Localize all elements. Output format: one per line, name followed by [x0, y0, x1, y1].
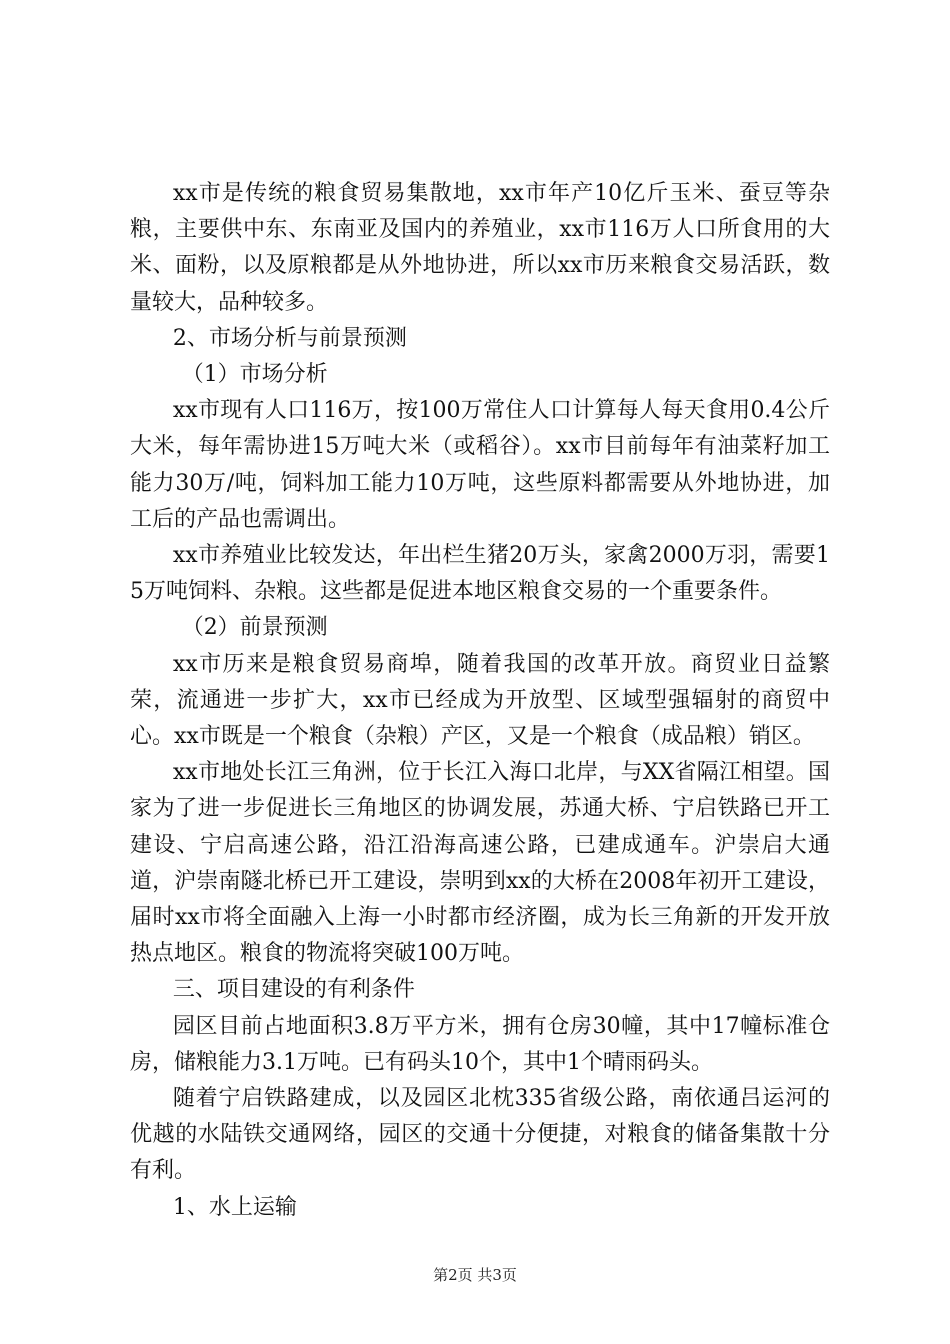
paragraph-trade-port: xx市历来是粮食贸易商埠，随着我国的改革开放。商贸业日益繁荣，流通进一步扩大，xx市已经成为开放型、区域型强辐射的商贸中心。xx市既是一个粮食（杂粮）产区，又是一个粮食（成品粮）销区。 — [130, 651, 830, 750]
document-body — [130, 176, 830, 1226]
page-number-footer: 第2页 共3页 — [433, 1266, 517, 1284]
paragraph-park-area: 园区目前占地面积3.8万平方米，拥有仓房30幢，其中17幢标准仓房，储粮能力3.1万吨。已有码头10个，其中1个晴雨码头。 — [130, 1013, 830, 1075]
paragraph-livestock: xx市养殖业比较发达，年出栏生猪20万头，家禽2000万羽，需要15万吨饲料、杂粮。这些都是促进本地区粮食交易的一个重要条件。 — [130, 543, 830, 605]
paragraph-transport-network: 随着宁启铁路建成，以及园区北枕335省级公路，南依通吕运河的优越的水陆铁交通网络，园区的交通十分便捷，对粮食的储备集散十分有利。 — [130, 1086, 830, 1184]
paragraph-grain-trade-hub: xx市是传统的粮食贸易集散地，xx市年产10亿斤玉米、蚕豆等杂粮，主要供中东、东南亚及国内的养殖业，xx市116万人口所食用的大米、面粉，以及原粮都是从外地协进，所以xx市历来粮食交易活跃，数量较大，品种较多。 — [130, 181, 830, 315]
paragraph-population-rice: xx市现有人口116万，按100万常住人口计算每人每天食用0.4公斤大米，每年需协进15万吨大米（或稻谷）。xx市目前每年有油菜籽加工能力30万/吨，饲料加工能力10万吨，这些原料都需要从外地协进，加工后的产品也需调出。 — [130, 398, 830, 532]
subheading-market-analysis: （1）市场分析 — [181, 362, 328, 388]
heading-favorable-conditions: 三、项目建设的有利条件 — [172, 977, 415, 1003]
heading-market-analysis-forecast: 2、市场分析与前景预测 — [172, 325, 407, 351]
paragraph-yangtze-delta: xx市地处长江三角洲，位于长江入海口北岸，与XX省隔江相望。国家为了进一步促进长三角地区的协调发展，苏通大桥、宁启铁路已开工建设、宁启高速公路，沿江沿海高速公路，已建成通车。沪崇启大通道，沪崇南隧北桥已开工建设，崇明到xx的大桥在2008年初开工建设，届时xx市将全面融入上海一小时都市经济圈，成为长三角新的开发开放热点地区。粮食的物流将突破100万吨。 — [130, 760, 830, 967]
heading-water-transport: 1、水上运输 — [172, 1194, 297, 1220]
subheading-forecast: （2）前景预测 — [181, 615, 328, 641]
